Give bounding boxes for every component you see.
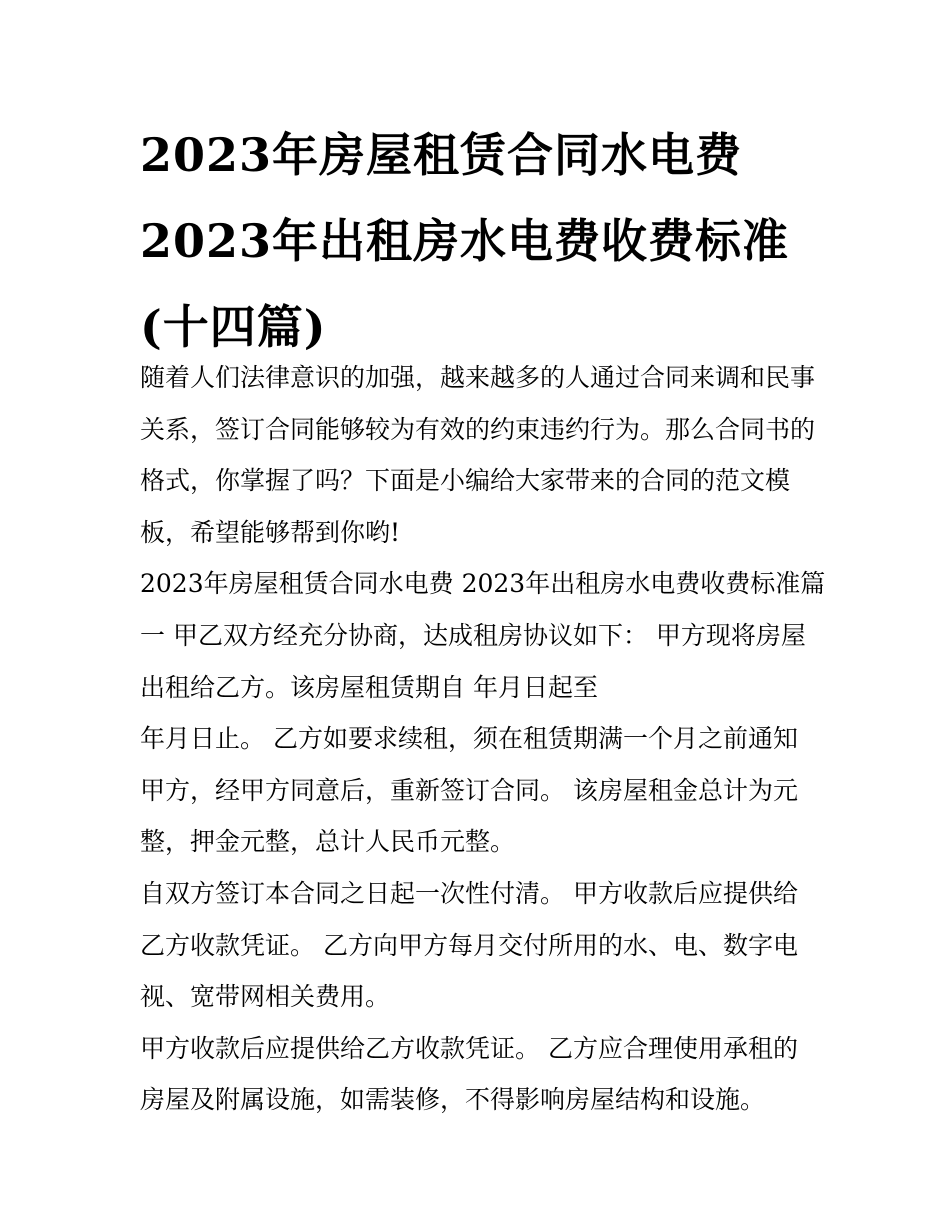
body-line: 格式，你掌握了吗？下面是小编给大家带来的合同的范文模: [140, 466, 791, 496]
body-line: 甲方收款后应提供给乙方收款凭证。 乙方应合理使用承租的: [140, 1033, 798, 1063]
body-line: 2023年房屋租赁合同水电费 2023年出租房水电费收费标准篇: [140, 569, 826, 599]
body-line: 乙方收款凭证。 乙方向甲方每月交付所用的水、电、数字电: [140, 930, 798, 960]
body-line: 房屋及附属设施，如需装修，不得影响房屋结构和设施。: [140, 1085, 766, 1115]
title-line-1: 2023年房屋租赁合同水电费: [140, 128, 743, 182]
body-line: 自双方签订本合同之日起一次性付清。 甲方收款后应提供给: [140, 878, 798, 908]
body-line: 年月日止。 乙方如要求续租，须在租赁期满一个月之前通知: [140, 724, 798, 754]
body-line: 甲方，经甲方同意后，重新签订合同。 该房屋租金总计为元: [140, 775, 798, 805]
body-line: 随着人们法律意识的加强，越来越多的人通过合同来调和民事: [140, 363, 816, 392]
body-line: 视、宽带网相关费用。: [140, 982, 391, 1012]
body-line: 整，押金元整，总计人民币元整。: [140, 827, 516, 857]
title-line-3: (十四篇): [140, 300, 327, 354]
document-body: [140, 352, 830, 1126]
document-title: [140, 112, 840, 370]
body-line: 板，希望能够帮到你哟!: [140, 517, 401, 547]
title-line-2: 2023年出租房水电费收费标准: [140, 214, 790, 268]
body-line: 出租给乙方。该房屋租赁期自 年月日起至: [140, 672, 598, 702]
body-line: 一 甲乙双方经充分协商，达成租房协议如下： 甲方现将房屋: [140, 620, 806, 650]
body-line: 关系，签订合同能够较为有效的约束违约行为。那么合同书的: [140, 414, 816, 444]
